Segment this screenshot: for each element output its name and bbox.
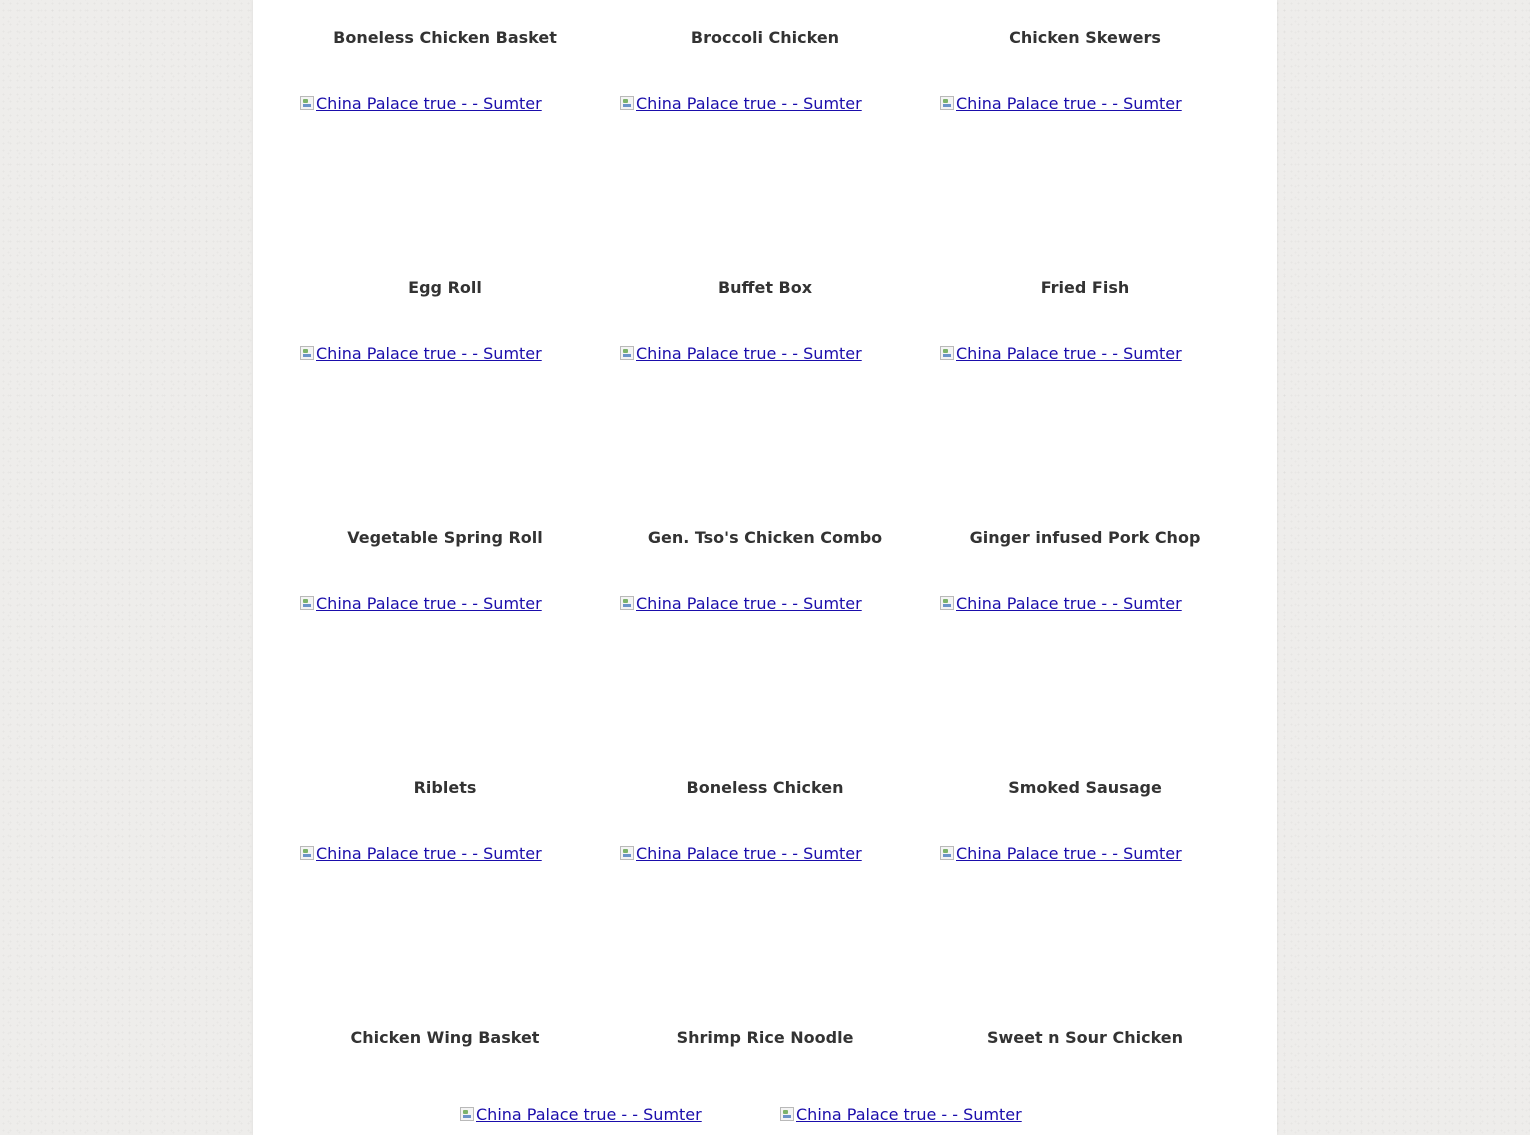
menu-item-image-link[interactable] xyxy=(940,343,1182,365)
image-alt-text: China Palace true - - Sumter xyxy=(316,94,542,113)
menu-item-image-link[interactable] xyxy=(620,343,862,365)
menu-item-title: Chicken Wing Basket xyxy=(350,1028,540,1047)
menu-item-title: Broccoli Chicken xyxy=(690,28,840,47)
menu-item-title: Riblets xyxy=(413,778,477,797)
menu-item-title: Egg Roll xyxy=(408,278,482,297)
menu-item-image-link[interactable] xyxy=(780,1104,1022,1126)
menu-card xyxy=(780,1011,1070,1135)
menu-card xyxy=(940,0,1230,250)
menu-item-title: Smoked Sausage xyxy=(1008,778,1162,797)
image-alt-text: China Palace true - - Sumter xyxy=(316,594,542,613)
image-alt-text: China Palace true - - Sumter xyxy=(956,594,1182,613)
menu-item-image-link[interactable] xyxy=(300,593,542,615)
menu-item-image-link[interactable] xyxy=(620,843,862,865)
broken-image-icon xyxy=(620,346,634,360)
menu-item-image-link[interactable] xyxy=(940,843,1182,865)
menu-item-title: Chicken Skewers xyxy=(1009,28,1161,47)
menu-card xyxy=(300,750,590,1000)
gallery-row xyxy=(300,500,1260,750)
menu-card xyxy=(460,1011,750,1135)
menu-card xyxy=(620,250,910,500)
image-alt-text: China Palace true - - Sumter xyxy=(796,1105,1022,1124)
menu-item-image-link[interactable] xyxy=(620,93,862,115)
menu-item-image-link[interactable] xyxy=(940,93,1182,115)
menu-item-image-link[interactable] xyxy=(940,593,1182,615)
gallery-row xyxy=(300,0,1260,250)
broken-image-icon xyxy=(300,846,314,860)
gallery-row xyxy=(300,250,1260,500)
menu-item-title: Boneless Chicken Basket xyxy=(333,28,557,47)
menu-card xyxy=(620,0,910,250)
image-alt-text: China Palace true - - Sumter xyxy=(316,844,542,863)
image-alt-text: China Palace true - - Sumter xyxy=(636,94,862,113)
menu-card xyxy=(620,500,910,750)
broken-image-icon xyxy=(940,96,954,110)
image-alt-text: China Palace true - - Sumter xyxy=(476,1105,702,1124)
image-alt-text: China Palace true - - Sumter xyxy=(316,344,542,363)
broken-image-icon xyxy=(940,346,954,360)
gallery-row xyxy=(300,750,1260,1000)
menu-card xyxy=(940,250,1230,500)
menu-item-image-link[interactable] xyxy=(300,343,542,365)
menu-item-title: Sweet n Sour Chicken xyxy=(986,1028,1184,1047)
image-alt-text: China Palace true - - Sumter xyxy=(956,94,1182,113)
broken-image-icon xyxy=(300,96,314,110)
menu-item-image-link[interactable] xyxy=(300,843,542,865)
broken-image-icon xyxy=(460,1107,474,1121)
menu-item-image-link[interactable] xyxy=(460,1104,702,1126)
menu-item-title: Fried Fish xyxy=(1040,278,1130,297)
menu-item-title: Gen. Tso's Chicken Combo xyxy=(647,528,883,547)
broken-image-icon xyxy=(780,1107,794,1121)
menu-item-title: Ginger infused Pork Chop xyxy=(969,528,1201,547)
broken-image-icon xyxy=(940,596,954,610)
gallery-row xyxy=(300,1011,1260,1135)
broken-image-icon xyxy=(300,596,314,610)
broken-image-icon xyxy=(620,846,634,860)
menu-card xyxy=(940,750,1230,1000)
broken-image-icon xyxy=(620,596,634,610)
menu-card xyxy=(620,750,910,1000)
image-alt-text: China Palace true - - Sumter xyxy=(956,844,1182,863)
menu-item-image-link[interactable] xyxy=(300,93,542,115)
menu-item-title: Buffet Box xyxy=(717,278,813,297)
menu-card xyxy=(300,0,590,250)
broken-image-icon xyxy=(940,846,954,860)
menu-card xyxy=(300,250,590,500)
menu-card xyxy=(300,500,590,750)
broken-image-icon xyxy=(620,96,634,110)
menu-card xyxy=(940,500,1230,750)
image-alt-text: China Palace true - - Sumter xyxy=(636,344,862,363)
image-alt-text: China Palace true - - Sumter xyxy=(956,344,1182,363)
image-alt-text: China Palace true - - Sumter xyxy=(636,844,862,863)
menu-item-title: Shrimp Rice Noodle xyxy=(676,1028,854,1047)
menu-item-image-link[interactable] xyxy=(620,593,862,615)
menu-gallery xyxy=(300,0,1260,1124)
image-alt-text: China Palace true - - Sumter xyxy=(636,594,862,613)
menu-item-title: Vegetable Spring Roll xyxy=(347,528,543,547)
menu-item-title: Boneless Chicken xyxy=(686,778,844,797)
broken-image-icon xyxy=(300,346,314,360)
